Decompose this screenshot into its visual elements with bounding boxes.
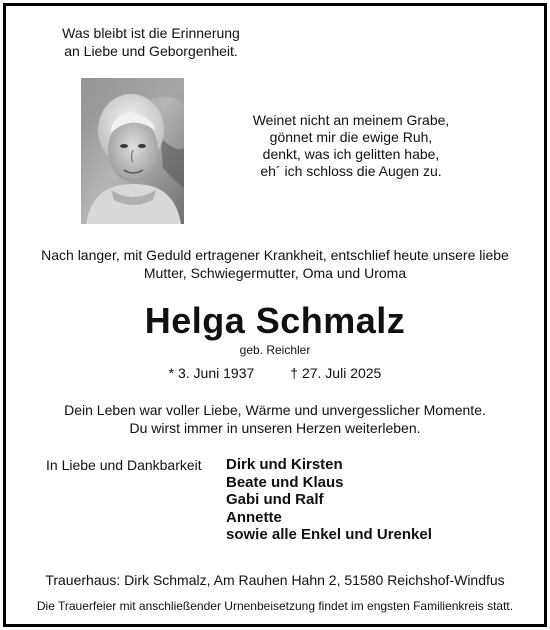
funeral-note: Die Trauerfeier mit anschließender Urnenbeisetzung findet im engsten Familienkreis statt. [36,599,514,613]
maiden-name: geb. Reichler [239,343,311,357]
intro-line: Mutter, Schwiegermutter, Oma und Uroma [143,265,407,281]
poem-line: eh´ ich schloss die Augen zu. [260,163,442,179]
quote-top-line: an Liebe und Geborgenheit. [64,43,238,59]
deceased-name: Helga Schmalz [144,300,406,341]
quote-poem [241,112,461,180]
tribute-text [24,401,526,437]
poem-line: Weinet nicht an meinem Grabe, [252,112,450,128]
closing-phrase: In Liebe und Dankbarkeit [46,457,202,473]
poem-line: denkt, was ich gelitten habe, [262,146,440,162]
birth-date: * 3. Juni 1937 [168,365,255,381]
tribute-line: Du wirst immer in unseren Herzen weiterleben. [129,420,421,436]
obituary-notice [3,3,547,627]
intro-text [24,246,526,282]
life-dates [6,364,544,382]
mourner-item: sowie alle Enkel und Urenkel [226,526,432,543]
death-date: † 27. Juli 2025 [290,365,382,381]
poem-line: gönnet mir die ewige Ruh, [269,129,433,145]
mourning-house-address: Trauerhaus: Dirk Schmalz, Am Rauhen Hahn 2, 51580 Reichshof-Windfus [45,572,505,588]
mourner-item: Dirk und Kirsten [226,456,343,473]
tribute-line: Dein Leben war voller Liebe, Wärme und unvergesslicher Momente. [64,402,486,418]
mourners-list [226,456,526,544]
mourner-item: Beate und Klaus [226,473,344,491]
quote-top-line: Was bleibt ist die Erinnerung [62,25,240,41]
intro-line: Nach langer, mit Geduld ertragener Krankheit, entschlief heute unsere liebe [41,247,509,263]
mourner-item: Annette [226,508,282,526]
quote-top [51,24,251,60]
portrait-photo [81,78,184,224]
mourner-item: Gabi und Ralf [226,491,324,508]
